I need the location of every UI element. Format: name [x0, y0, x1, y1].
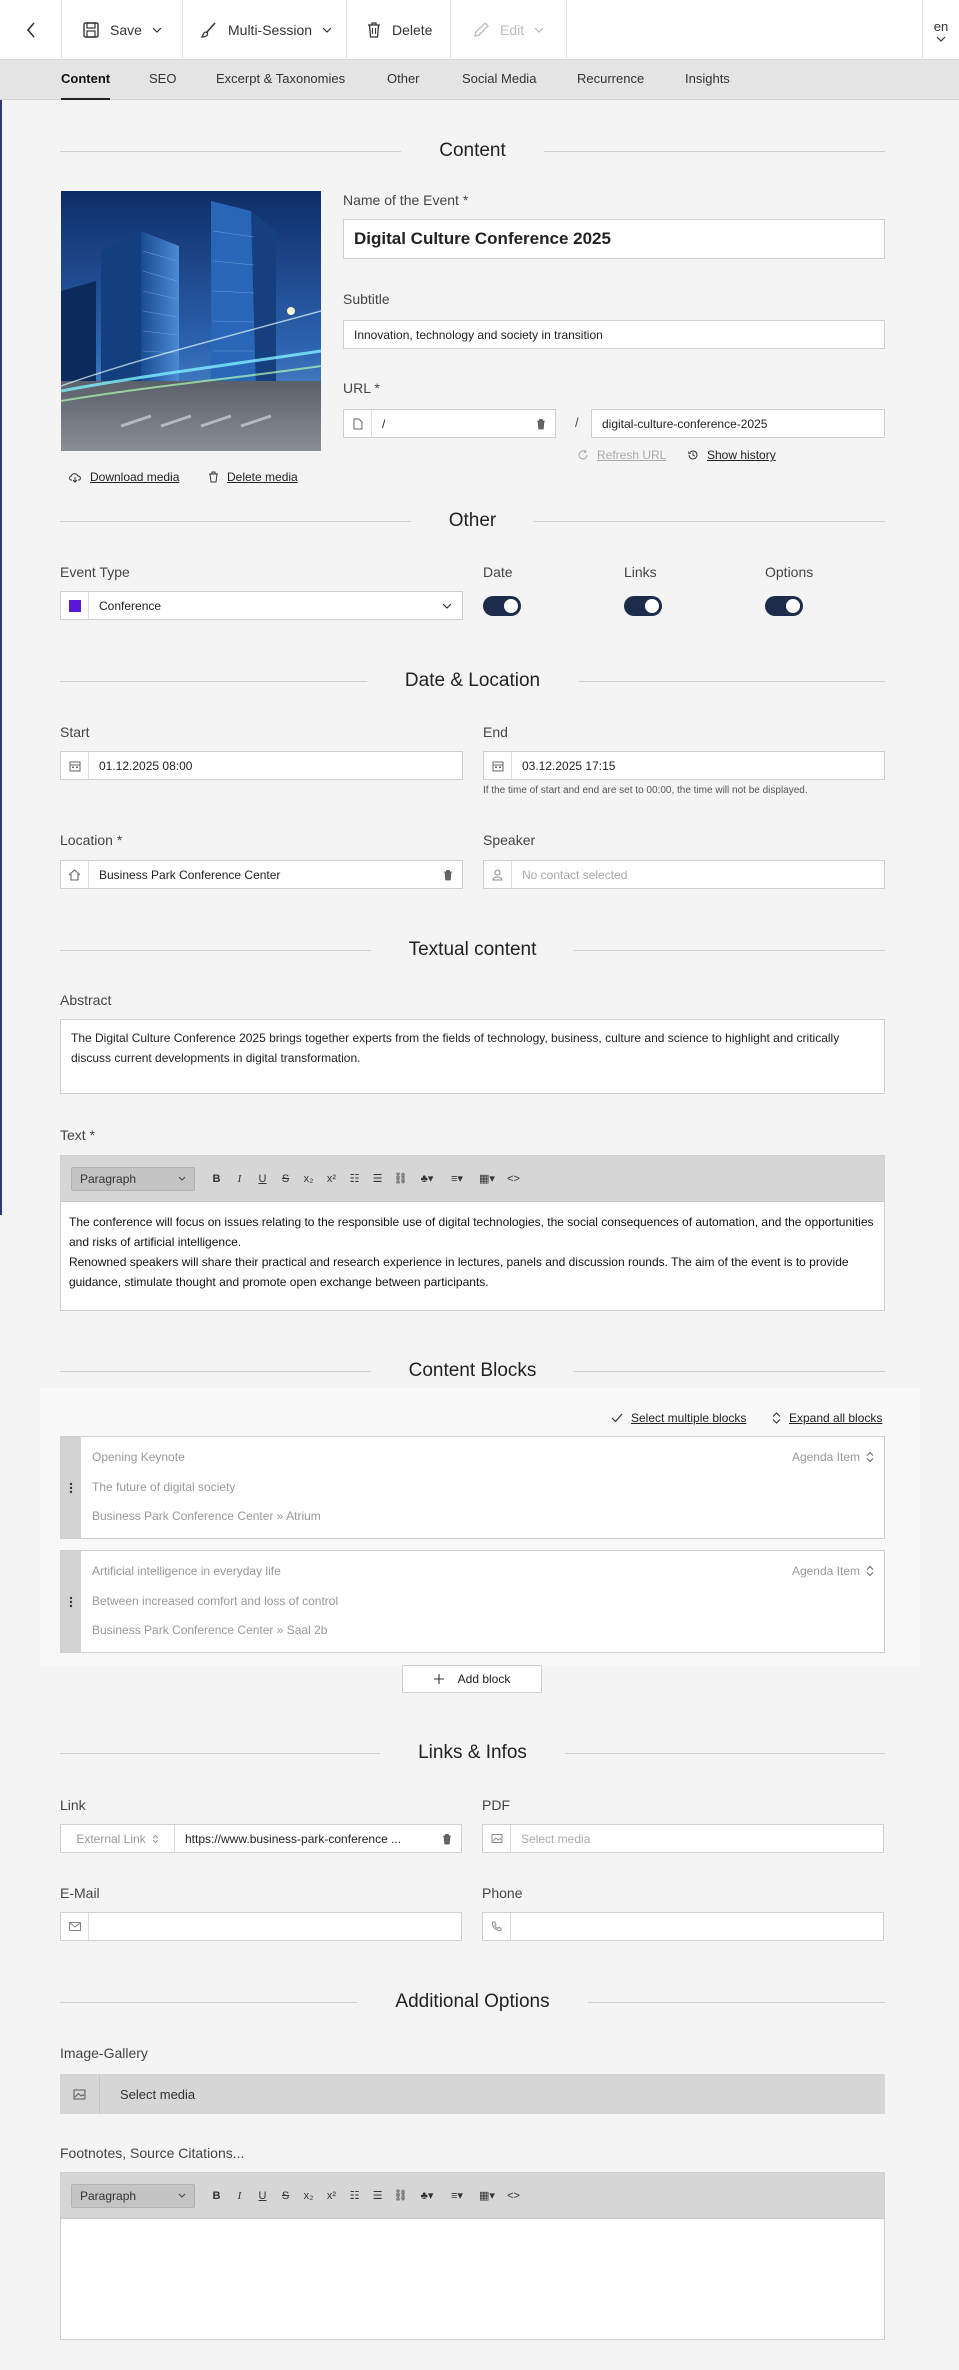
text-paragraph: The conference will focus on issues relating to the responsible use of digital technologies, the social consequences of automation, and the opportunities and risks of artificial intelligence.: [69, 1215, 874, 1249]
drag-handle-icon[interactable]: [61, 1437, 81, 1538]
pdf-label: PDF: [482, 1797, 510, 1813]
chevron-left-icon: [25, 21, 37, 39]
editor-toolbar: [61, 1156, 884, 1202]
email-input[interactable]: [60, 1912, 462, 1941]
home-icon: [61, 861, 89, 888]
section-title-other: Other: [60, 509, 885, 533]
links-toggle[interactable]: [624, 596, 662, 616]
color-square-icon: [69, 600, 81, 612]
toolbar-divider: [566, 0, 567, 60]
text-label: Text *: [60, 1127, 96, 1143]
footnotes-editor-body[interactable]: [61, 2219, 884, 2339]
block-type-select[interactable]: Agenda Item: [792, 1450, 874, 1464]
language-selector[interactable]: [922, 0, 959, 60]
section-title-content: Content: [60, 139, 885, 163]
location-label: Location *: [60, 832, 123, 848]
subscript-icon[interactable]: x₂: [303, 1172, 314, 1185]
footnotes-editor: [60, 2172, 885, 2340]
special-characters-icon[interactable]: ♣▾: [420, 2190, 434, 2202]
numbered-list-icon[interactable]: ☰: [372, 1173, 383, 1185]
paragraph-format-select[interactable]: Paragraph: [71, 2184, 195, 2208]
expand-icon: [772, 1412, 781, 1424]
chevron-down-icon: [178, 2193, 186, 2198]
chevron-down-icon: [152, 27, 162, 33]
back-button[interactable]: [0, 0, 62, 60]
superscript-icon[interactable]: x²: [326, 1172, 337, 1185]
refresh-url-button[interactable]: Refresh URL: [577, 448, 666, 462]
user-icon: [484, 861, 512, 888]
trash-icon: [366, 21, 382, 39]
delete-button[interactable]: [366, 0, 432, 60]
skyscraper-photo-icon: [61, 191, 321, 451]
paragraph-format-select[interactable]: Paragraph: [71, 1167, 195, 1191]
image-media-icon: [483, 1825, 511, 1852]
floppy-disk-icon: [82, 21, 100, 39]
event-type-label: Event Type: [60, 564, 130, 580]
language-label: en: [933, 18, 949, 34]
toolbar: [0, 0, 959, 60]
event-type-select[interactable]: Conference: [60, 591, 463, 620]
trash-icon[interactable]: [527, 410, 555, 437]
save-label: Save: [110, 22, 142, 38]
block-location: Business Park Conference Center » Atrium: [92, 1509, 321, 1523]
options-label: Options: [765, 564, 814, 580]
tab-seo[interactable]: SEO: [149, 71, 177, 86]
image-gallery-input[interactable]: Select media: [60, 2074, 885, 2114]
text-paragraph: Renowned speakers will share their practical and research experience in lectures, panels and discussion rounds. The aim of the event is to provide guidance, stimulate thought and promote open exchange between participants.: [69, 1255, 849, 1289]
content-block-item[interactable]: [60, 1436, 885, 1539]
time-hint: If the time of start and end are set to 00:00, the time will not be displayed.: [483, 785, 808, 796]
calendar-icon: [484, 752, 512, 779]
link-icon[interactable]: ⛓: [393, 2190, 408, 2202]
bold-icon[interactable]: B: [212, 2189, 221, 2202]
location-input[interactable]: Business Park Conference Center: [60, 860, 463, 889]
tab-social-media[interactable]: Social Media: [462, 71, 537, 86]
url-slug-input[interactable]: digital-culture-conference-2025: [591, 409, 885, 438]
bullet-list-icon[interactable]: ☷: [349, 1173, 360, 1185]
start-datetime-input[interactable]: 01.12.2025 08:00: [60, 751, 463, 780]
subscript-icon[interactable]: x₂: [303, 2189, 314, 2202]
add-block-button[interactable]: Add block: [402, 1665, 542, 1693]
date-toggle[interactable]: [483, 596, 521, 616]
tab-insights[interactable]: Insights: [685, 71, 730, 86]
strikethrough-icon[interactable]: S: [281, 2189, 290, 2202]
url-label: URL *: [343, 380, 380, 396]
multi-session-label: Multi-Session: [228, 22, 313, 38]
chevron-down-icon: [442, 603, 452, 609]
block-title: Artificial intelligence in everyday life: [92, 1564, 281, 1578]
edit-button[interactable]: [472, 0, 544, 60]
end-label: End: [483, 724, 508, 740]
save-button[interactable]: [82, 0, 162, 60]
abstract-textarea[interactable]: The Digital Culture Conference 2025 brings together experts from the fields of technology, business, culture and science to highlight and critically discuss current developments in digital transformation.: [60, 1019, 885, 1094]
text-editor: [60, 1155, 885, 1311]
abstract-label: Abstract: [60, 992, 112, 1008]
content-block-item[interactable]: [60, 1550, 885, 1653]
select-multiple-blocks-button[interactable]: Select multiple blocks: [611, 1411, 746, 1425]
tab-recurrence[interactable]: Recurrence: [577, 71, 645, 86]
multi-session-button[interactable]: [200, 0, 332, 60]
pencil-icon: [472, 21, 490, 39]
link-type-select[interactable]: External Link: [61, 1825, 175, 1852]
tab-excerpt-taxonomies[interactable]: Excerpt & Taxonomies: [216, 71, 346, 86]
italic-icon[interactable]: I: [237, 2189, 242, 2202]
footnotes-label: Footnotes, Source Citations...: [60, 2145, 245, 2161]
edit-label: Edit: [500, 22, 525, 38]
chevron-updown-icon: [866, 1565, 874, 1577]
event-name-input[interactable]: Digital Culture Conference 2025: [343, 219, 885, 259]
delete-label: Delete: [392, 22, 433, 38]
refresh-icon: [577, 449, 589, 461]
url-separator: /: [575, 415, 579, 430]
numbered-list-icon[interactable]: ☰: [372, 2190, 383, 2202]
section-title-additional-options: Additional Options: [60, 1990, 885, 2014]
left-accent-rule: [0, 0, 2, 1215]
page-icon: [344, 410, 372, 437]
speaker-label: Speaker: [483, 832, 536, 848]
show-history-button[interactable]: Show history: [687, 448, 776, 462]
bold-icon[interactable]: B: [212, 1172, 221, 1185]
expand-all-blocks-button[interactable]: Expand all blocks: [772, 1411, 882, 1425]
image-media-icon: [60, 2074, 100, 2114]
calendar-icon: [61, 752, 89, 779]
block-type-select[interactable]: Agenda Item: [792, 1564, 874, 1578]
table-icon[interactable]: ▦▾: [479, 2190, 495, 2202]
phone-icon: [483, 1913, 511, 1940]
block-title: Opening Keynote: [92, 1450, 185, 1464]
align-icon[interactable]: ≡▾: [451, 1173, 463, 1185]
align-icon[interactable]: ≡▾: [451, 2190, 463, 2202]
italic-icon[interactable]: I: [237, 1172, 242, 1185]
chevron-down-icon: [322, 27, 332, 33]
start-label: Start: [60, 724, 90, 740]
link-icon[interactable]: ⛓: [393, 1173, 408, 1185]
speaker-input[interactable]: No contact selected: [483, 860, 885, 889]
superscript-icon[interactable]: x²: [326, 2189, 337, 2202]
phone-label: Phone: [482, 1885, 523, 1901]
block-subtitle: Between increased comfort and loss of control: [92, 1594, 339, 1608]
links-label: Links: [624, 564, 657, 580]
trash-icon[interactable]: [433, 1825, 461, 1852]
chevron-updown-icon: [152, 1834, 159, 1844]
underline-icon[interactable]: U: [258, 2189, 267, 2202]
underline-icon[interactable]: U: [258, 1172, 267, 1185]
subtitle-input[interactable]: Innovation, technology and society in transition: [343, 320, 885, 349]
pdf-media-input[interactable]: Select media: [482, 1824, 884, 1853]
block-location: Business Park Conference Center » Saal 2b: [92, 1623, 328, 1637]
toolbar-divider: [182, 0, 183, 60]
link-label: Link: [60, 1797, 86, 1813]
options-toggle[interactable]: [765, 596, 803, 616]
section-title-textual-content: Textual content: [60, 938, 885, 962]
phone-input[interactable]: [482, 1912, 884, 1941]
name-label: Name of the Event *: [343, 192, 469, 208]
tab-content[interactable]: Content: [61, 60, 110, 100]
table-icon[interactable]: ▦▾: [479, 1173, 495, 1185]
trash-icon: [208, 471, 219, 483]
section-title-links-infos: Links & Infos: [60, 1741, 885, 1765]
source-code-icon[interactable]: <>: [507, 2189, 520, 2202]
block-subtitle: The future of digital society: [92, 1480, 236, 1494]
date-label: Date: [483, 564, 513, 580]
source-code-icon[interactable]: <>: [507, 1172, 520, 1185]
text-editor-body[interactable]: [61, 1202, 884, 1302]
image-gallery-label: Image-Gallery: [60, 2045, 148, 2061]
chevron-down-icon: [936, 36, 946, 42]
chevron-down-icon: [534, 27, 544, 33]
special-characters-icon[interactable]: ♣▾: [420, 1173, 434, 1185]
download-cloud-icon: [68, 471, 82, 483]
plus-icon: [434, 1674, 444, 1684]
strikethrough-icon[interactable]: S: [281, 1172, 290, 1185]
section-title-date-location: Date & Location: [60, 669, 885, 693]
email-label: E-Mail: [60, 1885, 100, 1901]
event-type-color-swatch: [61, 592, 89, 619]
chevron-updown-icon: [866, 1451, 874, 1463]
toolbar-divider: [346, 0, 347, 60]
drag-handle-icon[interactable]: [61, 1551, 81, 1652]
trash-icon[interactable]: [434, 861, 462, 888]
chevron-down-icon: [178, 1176, 186, 1181]
subtitle-label: Subtitle: [343, 291, 390, 307]
checkmark-icon: [611, 1413, 623, 1423]
toolbar-divider: [450, 0, 451, 60]
url-prefix-input[interactable]: /: [343, 409, 556, 438]
tab-bar: [0, 60, 959, 100]
link-input[interactable]: External Link https://www.business-park-conference ...: [60, 1824, 462, 1853]
envelope-icon: [61, 1913, 89, 1940]
brush-icon: [200, 21, 218, 39]
event-image[interactable]: [61, 191, 321, 451]
delete-media-button[interactable]: Delete media: [208, 470, 298, 484]
tab-other[interactable]: Other: [387, 71, 420, 86]
download-media-button[interactable]: Download media: [68, 470, 179, 484]
bullet-list-icon[interactable]: ☷: [349, 2190, 360, 2202]
section-title-content-blocks: Content Blocks: [60, 1359, 885, 1383]
history-icon: [687, 449, 699, 461]
end-datetime-input[interactable]: 03.12.2025 17:15: [483, 751, 885, 780]
editor-toolbar: [61, 2173, 884, 2219]
